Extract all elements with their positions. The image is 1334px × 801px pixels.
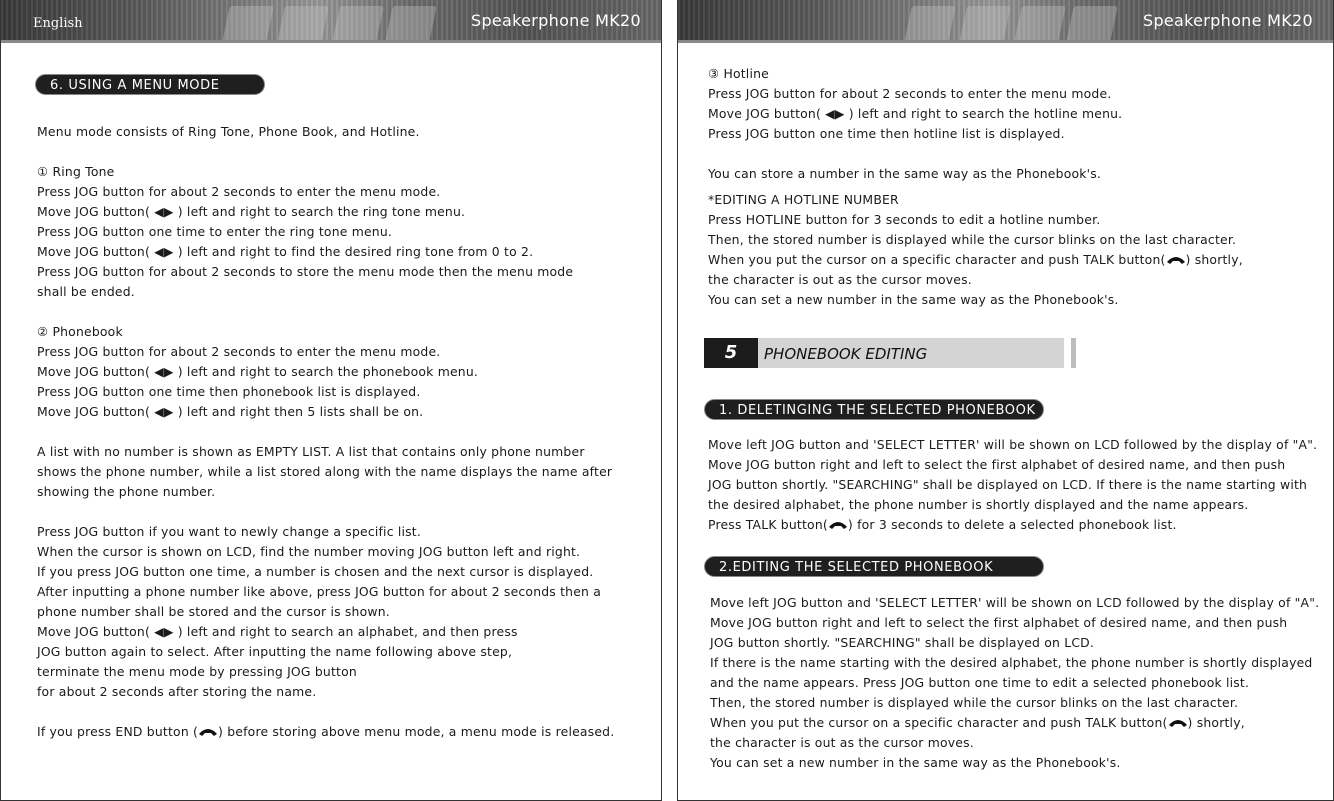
section-title: PHONEBOOK EDITING	[764, 345, 928, 363]
text-line: shows the phone number, while a list stored along with the name displays the name after	[37, 464, 613, 479]
text-line: A list with no number is shown as EMPTY LIST. A list that contains only phone number	[37, 444, 585, 459]
text-line: ② Phonebook	[37, 324, 123, 339]
text-line: showing the phone number.	[37, 484, 216, 499]
text-line: phone number shall be stored and the cursor is shown.	[37, 604, 390, 619]
text-line: Press JOG button one time then hotline list is displayed.	[708, 126, 1065, 141]
section-title-pill: 6. USING A MENU MODE	[35, 74, 265, 95]
page-header	[1, 0, 661, 43]
section-number: 5	[704, 338, 758, 368]
text-line: Move JOG button( ◀▶ ) left and right then 5 lists shall be on.	[37, 404, 424, 419]
model-title: Speakerphone MK20	[471, 11, 641, 30]
menu-mode-body	[37, 122, 612, 722]
text-line: Move JOG button( ◀▶ ) left and right to find the desired ring tone from 0 to 2.	[37, 244, 534, 259]
blank-line	[37, 422, 612, 442]
text-line: for about 2 seconds after storing the name.	[37, 684, 317, 699]
text-line: After inputting a phone number like above, press JOG button for about 2 seconds then a	[37, 584, 602, 599]
text-line: Move JOG button( ◀▶ ) left and right to search an alphabet, and then press	[37, 624, 518, 639]
blank-line	[37, 702, 612, 722]
text-line: Press JOG button for about 2 seconds to store the menu mode then the menu mode	[37, 264, 574, 279]
text-line: Press JOG button one time to enter the ring tone menu.	[37, 224, 393, 239]
text-line: Move JOG button( ◀▶ ) left and right to search the phonebook menu.	[37, 364, 479, 379]
edit-hotline-block: *EDITING A HOTLINE NUMBER Press HOTLINE button for 3 seconds to edit a hotline number. Then, the stored number is displayed while the cursor blinks on the last character. When you put the cursor on a specific character and push TALK button( ) shortly, the character is out as the cursor moves. You can set a new number in the same way as the Phonebook's.	[708, 192, 1243, 307]
left-page	[0, 0, 662, 801]
blank-line	[37, 142, 612, 162]
section-5-banner	[704, 338, 1070, 368]
text-line: terminate the menu mode by pressing JOG button	[37, 664, 357, 679]
edit-phonebook-body: Move left JOG button and 'SELECT LETTER' will be shown on LCD followed by the display of "A". Move JOG button right and left to select the first alphabet of desired name, and then push JOG button shortly. "SEARCHING" shall be displayed on LCD. If there is the name starting with the desired alphabet, the phone number is shortly displayed and the name appears. Press JOG button one time to edit a selected phonebook list. Then, the stored number is displayed while the cursor blinks on the last character. When you put the cursor on a specific character and push TALK button( ) shortly, the character is out as the cursor moves. You can set a new number in the same way as the Phonebook's.	[710, 595, 1320, 770]
end-button-note: If you press END button ( ) before storing above menu mode, a menu mode is released.	[37, 724, 615, 739]
text-line: shall be ended.	[37, 284, 135, 299]
text-line: Menu mode consists of Ring Tone, Phone Book, and Hotline.	[37, 124, 420, 139]
text-line: ③ Hotline	[708, 66, 769, 81]
end-phone-icon	[198, 726, 218, 737]
text-line: If you press JOG button one time, a number is chosen and the next cursor is displayed.	[37, 564, 594, 579]
talk-phone-icon	[828, 519, 848, 530]
subsection-1-pill: 1. DELETINGING THE SELECTED PHONEBOOK	[704, 399, 1044, 420]
text-line: Press JOG button for about 2 seconds to enter the menu mode.	[37, 184, 441, 199]
talk-phone-icon	[1166, 254, 1186, 265]
text-line: Press JOG button if you want to newly change a specific list.	[37, 524, 421, 539]
right-page	[677, 0, 1334, 801]
blank-line	[37, 502, 612, 522]
text-line: JOG button again to select. After inputting the name following above step,	[37, 644, 513, 659]
text-line: Press JOG button one time then phonebook list is displayed.	[37, 384, 421, 399]
edit-hotline-title: *EDITING A HOTLINE NUMBER	[708, 192, 899, 207]
subsection-2-pill: 2.EDITING THE SELECTED PHONEBOOK	[704, 556, 1044, 577]
text-line: Move JOG button( ◀▶ ) left and right to search the hotline menu.	[708, 106, 1123, 121]
text-line: Press JOG button for about 2 seconds to enter the menu mode.	[37, 344, 441, 359]
text-line: You can store a number in the same way as the Phonebook's.	[708, 166, 1102, 181]
blank-line	[708, 144, 1122, 164]
blank-line	[37, 302, 612, 322]
text-line: When the cursor is shown on LCD, find the number moving JOG button left and right.	[37, 544, 581, 559]
hotline-body	[708, 64, 1122, 184]
language-label: English	[33, 16, 83, 31]
delete-phonebook-body: Move left JOG button and 'SELECT LETTER' will be shown on LCD followed by the display of "A". Move JOG button right and left to select the first alphabet of desired name, and then push JOG button shortly. "SEARCHING" shall be displayed on LCD. If there is the name starting with the desired alphabet, the phone number is shortly displayed and the name appears. Press TALK button( ) for 3 seconds to delete a selected phonebook list.	[708, 437, 1318, 532]
model-title: Speakerphone MK20	[1143, 11, 1313, 30]
text-line: ① Ring Tone	[37, 164, 115, 179]
page-header	[678, 0, 1333, 43]
talk-phone-icon	[1168, 717, 1188, 728]
text-line: Move JOG button( ◀▶ ) left and right to search the ring tone menu.	[37, 204, 466, 219]
text-line: Press JOG button for about 2 seconds to enter the menu mode.	[708, 86, 1112, 101]
